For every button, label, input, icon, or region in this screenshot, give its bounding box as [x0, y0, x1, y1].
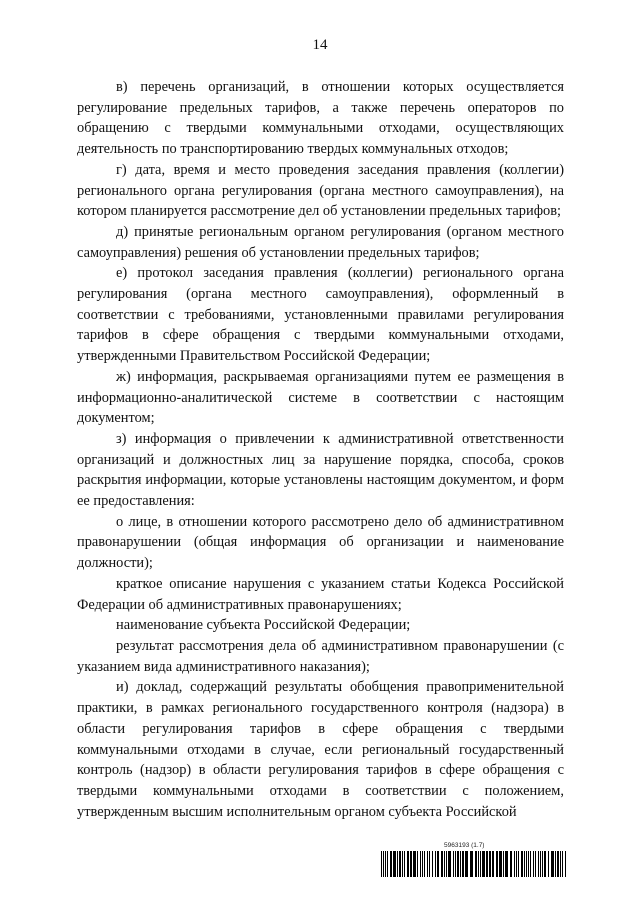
- paragraph-g: г) дата, время и место проведения заседания правления (коллегии) регионального органа регулирования (органа местного самоуправления), на котором планируется рассмотрение дел об установлении предельных тарифов;: [77, 161, 564, 220]
- paragraph-z-item-result: результат рассмотрения дела об административном правонарушении (с указанием вида административного наказания);: [77, 637, 564, 675]
- paragraph-v: в) перечень организаций, в отношении которых осуществляется регулирование предельных тарифов, а также перечень операторов по обращению с твердыми коммунальными отходами, осуществляющих деятельность по транспортированию твердых коммунальных отходов;: [77, 79, 564, 158]
- paragraph-e: е) протокол заседания правления (коллегии) регионального органа регулирования (органа местного самоуправления), оформленный в соответствии с требованиями, установленными правилами регулирования тарифов в сфере обращения с твердыми коммунальными отходами, утвержденными Правительством Российской Федерации;: [77, 265, 564, 365]
- paragraph-z: з) информация о привлечении к административной ответственности организаций и должностных лиц за нарушение порядка, способа, сроков раскрытия информации, которые установлены настоящим документом, и форм ее предоставления:: [77, 430, 564, 510]
- paragraph-z-item-violation: краткое описание нарушения с указанием статьи Кодекса Российской Федерации об административных правонарушениях;: [77, 575, 564, 613]
- paragraph-z-item-region: наименование субъекта Российской Федерации;: [116, 617, 411, 634]
- document-code: 5963193 (1.7): [444, 842, 485, 849]
- page-number: 14: [312, 37, 328, 53]
- barcode-icon: [381, 851, 567, 877]
- paragraph-d: д) принятые региональным органом регулирования (органом местного самоуправления) решения об установлении предельных тарифов;: [77, 223, 564, 261]
- document-body: [77, 77, 564, 822]
- paragraph-zh: ж) информация, раскрываемая организациями путем ее размещения в информационно-аналитической системе в соответствии с настоящим документом;: [77, 368, 564, 427]
- paragraph-i: и) доклад, содержащий результаты обобщения правоприменительной практики, в рамках регионального государственного контроля (надзора) в области регулирования тарифов в сфере обращения с твердыми коммунальными отходами в случае, если региональный государственный контроль (надзор) в области регулирования тарифов в сфере обращения с твердыми коммунальными отходами в соответствии с положением, утвержденным высшим исполнительным органом субъекта Российской: [77, 679, 564, 820]
- paragraph-z-item-person: о лице, в отношении которого рассмотрено дело об административном правонарушении (общая информация об организации и наименование должности);: [77, 513, 564, 572]
